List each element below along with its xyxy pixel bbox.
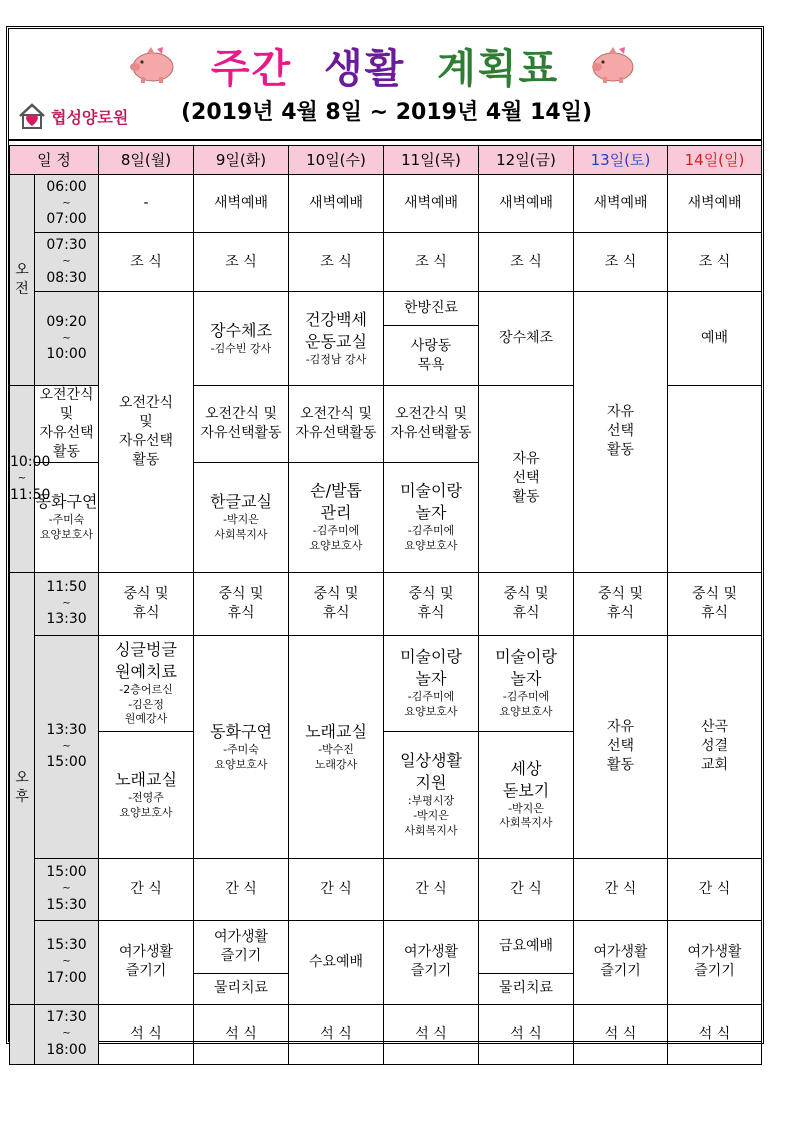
schedule-cell: 사랑동 목욕 [384, 326, 479, 386]
day-header: 8일(월) [99, 146, 194, 175]
time-slot: 06:00 ~ 07:00 [35, 175, 99, 233]
time-slot: 09:20 ~ 10:00 [35, 292, 99, 386]
schedule-cell: 석 식 [384, 1004, 479, 1064]
schedule-cell: 중식 및 휴식 [194, 572, 289, 635]
time-slot: 07:30 ~ 08:30 [35, 233, 99, 292]
schedule-cell: 오전간식 및 자유선택 활동 [99, 292, 194, 573]
schedule-cell: 동화구연 -주미숙 요양보호사 [194, 635, 289, 858]
schedule-cell: 여가생활 즐기기 [574, 920, 668, 1004]
schedule-cell: 석 식 [668, 1004, 762, 1064]
time-slot: 15:00 ~ 15:30 [35, 858, 99, 920]
time-slot: 15:30 ~ 17:00 [35, 920, 99, 1004]
schedule-cell: 물리치료 [194, 973, 289, 1004]
side-spacer [10, 1004, 35, 1064]
schedule-cell: 싱글벙글 원예치료 -2층어르신 -김은정 원예강사 [99, 635, 194, 731]
schedule-cell: 중식 및 휴식 [479, 572, 574, 635]
schedule-cell: 자유 선택 활동 [574, 635, 668, 858]
pig-icon [589, 43, 639, 85]
schedule-cell: 일상생활 지원 :부평시장 -박지은 사회복지사 [384, 731, 479, 858]
schedule-cell: 자유 선택 활동 [479, 386, 574, 573]
schedule-cell: 오전간식 및 자유선택활동 [289, 386, 384, 463]
schedule-cell: 조 식 [289, 233, 384, 292]
schedule-cell: 중식 및 휴식 [384, 572, 479, 635]
day-header: 11일(목) [384, 146, 479, 175]
schedule-cell: 간 식 [384, 858, 479, 920]
schedule-cell: 새벽예배 [574, 175, 668, 233]
schedule-cell: 여가생활 즐기기 [668, 920, 762, 1004]
schedule-cell: 미술이랑 놀자 -김주미에 요양보호사 [384, 462, 479, 572]
schedule-cell: 미술이랑 놀자 -김주미에 요양보호사 [384, 635, 479, 731]
schedule-cell: 조 식 [99, 233, 194, 292]
schedule-cell: 수요예배 [289, 920, 384, 1004]
schedule-cell: 조 식 [574, 233, 668, 292]
schedule-cell: 간 식 [574, 858, 668, 920]
schedule-cell: 여가생활 즐기기 [384, 920, 479, 1004]
schedule-cell: 건강백세 운동교실 -김정남 강사 [289, 292, 384, 386]
schedule-cell: 석 식 [99, 1004, 194, 1064]
day-header: 9일(화) [194, 146, 289, 175]
schedule-cell: 한방진료 [384, 292, 479, 326]
schedule-cell: 중식 및 휴식 [99, 572, 194, 635]
schedule-cell: 조 식 [479, 233, 574, 292]
schedule-cell: 새벽예배 [479, 175, 574, 233]
afternoon-label: 오 후 [10, 572, 35, 1004]
schedule-cell: 오전간식 및 자유선택활동 [194, 386, 289, 463]
schedule-cell: 오전간식 및 자유선택활동 [384, 386, 479, 463]
schedule-cell: 노래교실 -박수진 노래강사 [289, 635, 384, 858]
schedule-cell: 금요예배 [479, 920, 574, 973]
schedule-cell: 간 식 [668, 858, 762, 920]
weekly-schedule-table [9, 145, 762, 1065]
house-heart-icon [17, 102, 47, 130]
schedule-cell: 새벽예배 [289, 175, 384, 233]
schedule-cell: 장수체조 -김수빈 강사 [194, 292, 289, 386]
time-slot: 17:30 ~ 18:00 [35, 1004, 99, 1064]
schedule-cell: 중식 및 휴식 [668, 572, 762, 635]
organization-logo [17, 101, 128, 131]
schedule-cell: 조 식 [384, 233, 479, 292]
time-slot: 10:00 ~ 11:50 [10, 386, 35, 573]
schedule-cell: 세상 돋보기 -박지은 사회복지사 [479, 731, 574, 858]
schedule-period: (2019년 4월 8일 ~ 2019년 4월 14일) [181, 100, 593, 125]
day-header: 12일(금) [479, 146, 574, 175]
schedule-cell: 오전간식 및 자유선택활동 [35, 386, 99, 463]
page-title: 주간 생활 계획표 [210, 46, 560, 92]
schedule-cell: 한글교실 -박지은 사회복지사 [194, 462, 289, 572]
schedule-cell: 석 식 [574, 1004, 668, 1064]
schedule-cell: 손/발톱 관리 -김주미에 요양보호사 [289, 462, 384, 572]
schedule-cell: 간 식 [289, 858, 384, 920]
day-header: 10일(수) [289, 146, 384, 175]
schedule-cell: 중식 및 휴식 [574, 572, 668, 635]
schedule-cell: 조 식 [668, 233, 762, 292]
schedule-cell: 석 식 [479, 1004, 574, 1064]
schedule-cell: 산곡 성결 교회 [668, 635, 762, 858]
schedule-cell: 간 식 [194, 858, 289, 920]
schedule-cell: 여가생활 즐기기 [194, 920, 289, 973]
schedule-cell: 장수체조 [479, 292, 574, 386]
schedule-cell: 간 식 [479, 858, 574, 920]
schedule-cell: 노래교실 -전영주 요양보호사 [99, 731, 194, 858]
schedule-cell: 자유 선택 활동 [574, 292, 668, 573]
schedule-cell: 물리치료 [479, 973, 574, 1004]
schedule-cell: - [99, 175, 194, 233]
schedule-cell: 석 식 [194, 1004, 289, 1064]
schedule-cell: 석 식 [289, 1004, 384, 1064]
time-slot: 13:30 ~ 15:00 [35, 635, 99, 858]
schedule-cell: 중식 및 휴식 [289, 572, 384, 635]
schedule-cell: 조 식 [194, 233, 289, 292]
schedule-cell: 여가생활 즐기기 [99, 920, 194, 1004]
schedule-cell: 간 식 [99, 858, 194, 920]
schedule-cell: 예배 [668, 292, 762, 386]
schedule-cell: 미술이랑 놀자 -김주미에 요양보호사 [479, 635, 574, 731]
schedule-cell: 동화구연 -주미숙 요양보호사 [35, 462, 99, 572]
header-row [10, 146, 762, 175]
document-header [9, 29, 761, 141]
organization-name: 협성양로원 [51, 107, 129, 127]
schedule-cell: 새벽예배 [384, 175, 479, 233]
sunday-header: 14일(일) [668, 146, 762, 175]
time-slot: 11:50 ~ 13:30 [35, 572, 99, 635]
morning-label: 오 전 [10, 175, 35, 386]
schedule-cell: 새벽예배 [194, 175, 289, 233]
schedule-cell: 새벽예배 [668, 175, 762, 233]
saturday-header: 13일(토) [574, 146, 668, 175]
schedule-header: 일 정 [10, 146, 99, 175]
